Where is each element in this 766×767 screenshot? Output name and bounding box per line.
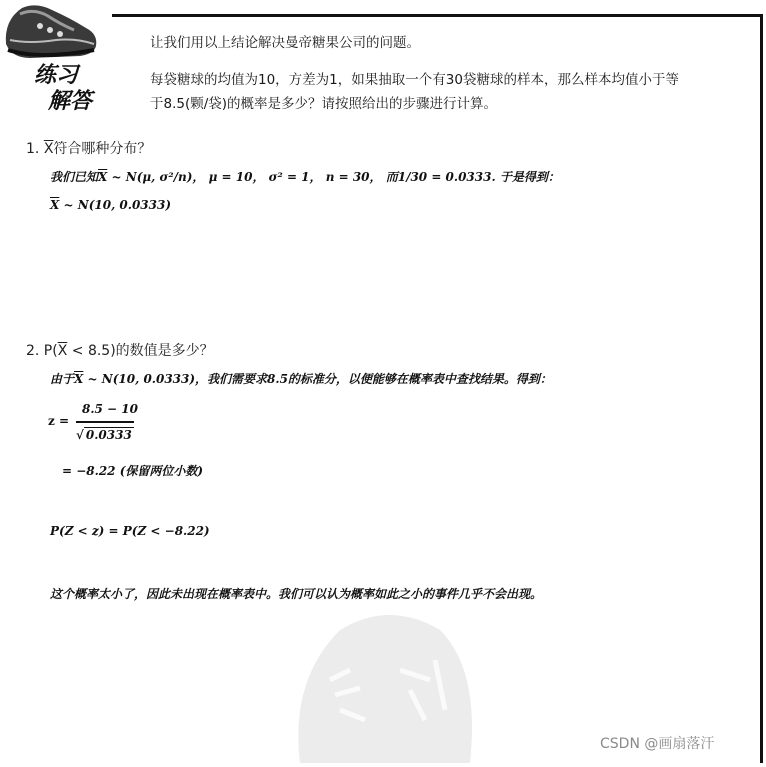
exercise-badge	[0, 0, 112, 114]
csdn-watermark: CSDN @画扇落汗	[600, 736, 715, 752]
question-2-xbar: $\overline{X}$	[57, 343, 68, 359]
intro-line-2: 每袋糖球的均值为10，方差为1，如果抽取一个有30袋糖球的样本，那么样本均值小于等	[150, 72, 679, 88]
question-1-text: 符合哪种分布？	[53, 141, 152, 157]
answer-1-line-2-rest: ~ N(10, 0.0333)	[59, 198, 172, 212]
badge-title-line1: 练习	[34, 62, 79, 88]
question-2-prefix: 2. P(	[26, 343, 58, 359]
frame-top-border	[112, 14, 763, 17]
sqrt-radicand: 0.0333	[85, 428, 132, 442]
intro-line-1: 让我们用以上结论解决曼帝糖果公司的问题。	[150, 35, 420, 51]
probability-expression: P(Z < z) = P(Z < −8.22)	[50, 524, 210, 538]
fraction-numerator: 8.5 − 10	[82, 402, 138, 416]
frame-right-border	[760, 14, 763, 763]
answer-2-line-1-prefix: 由于	[50, 372, 75, 386]
answer-1-line-1-xbar: $\overline{X}$	[98, 170, 108, 184]
badge-title-line2: 解答	[48, 88, 93, 114]
intro-line-3: 于8.5(颗/袋)的概率是多少？请按照给出的步骤进行计算。	[150, 96, 498, 112]
fraction-denominator	[76, 427, 134, 442]
answer-1-line-1-rest: ~ N(μ, σ²/n)， μ = 10， σ² = 1， n = 30， 而1/30 = 0.0333. 于是得到：	[107, 170, 560, 184]
answer-1-line-2-xbar: $\overline{X}$	[50, 198, 60, 212]
conclusion: 这个概率太小了，因此未出现在概率表中。我们可以认为概率如此之小的事件几乎不会出现。	[50, 587, 543, 601]
answer-1-line-1	[50, 168, 560, 185]
z-label: z =	[48, 414, 70, 428]
question-2	[26, 340, 214, 360]
seal-watermark	[280, 600, 480, 763]
z-result: = −8.22 (保留两位小数)	[62, 464, 204, 478]
answer-2-line-1-rest: ~ N(10, 0.0333)，我们需要求8.5的标准分，以便能够在概率表中查找结果。得到：	[83, 372, 552, 386]
question-1-xbar: $\overline{X}$	[43, 141, 54, 157]
fraction-bar	[76, 421, 134, 423]
question-1	[26, 138, 151, 158]
question-1-prefix: 1.	[26, 141, 44, 157]
answer-2-line-1	[50, 370, 552, 387]
question-2-text: < 8.5)的数值是多少？	[67, 343, 214, 359]
answer-1-line-2	[50, 198, 171, 212]
sqrt-symbol: √ 0.0333	[76, 428, 132, 442]
answer-1-line-1-prefix: 我们已知	[50, 170, 99, 184]
answer-2-line-1-xbar: $\overline{X}$	[74, 372, 84, 386]
